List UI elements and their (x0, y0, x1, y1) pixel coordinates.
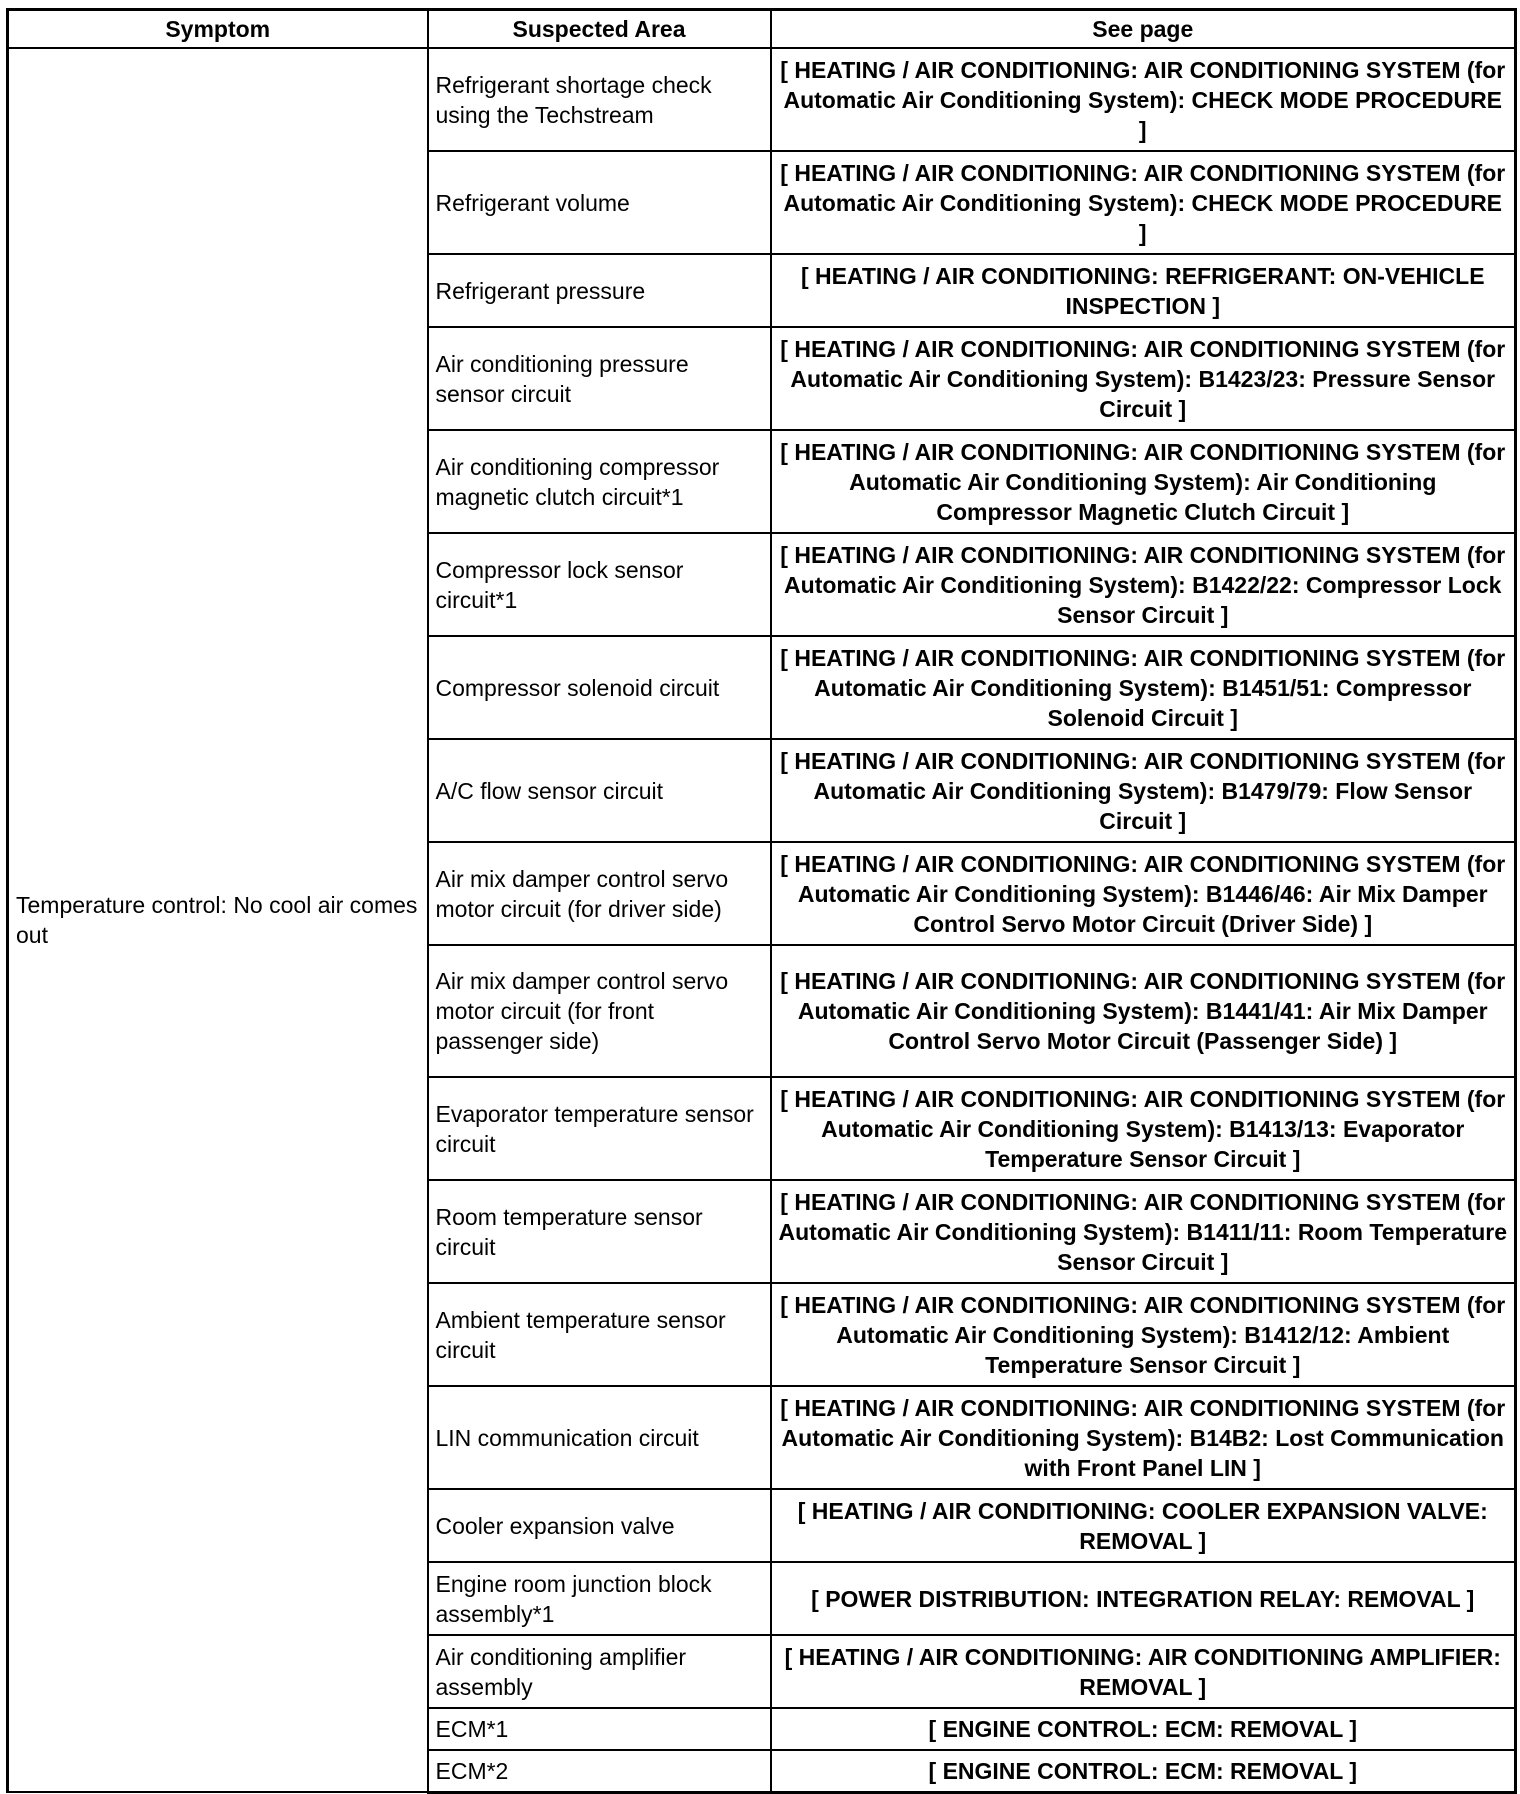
suspected-area-cell: Compressor lock sensor circuit*1 (428, 533, 771, 636)
header-see-page: See page (771, 10, 1516, 49)
suspected-area-cell: Air conditioning compressor magnetic clutch circuit*1 (428, 430, 771, 533)
see-page-cell: [ HEATING / AIR CONDITIONING: AIR CONDITIONING SYSTEM (for Automatic Air Conditioning System): B1411/11: Room Temperature Sensor Circuit ] (771, 1180, 1516, 1283)
see-page-cell: [ HEATING / AIR CONDITIONING: AIR CONDITIONING SYSTEM (for Automatic Air Conditioning System): B1422/22: Compressor Lock Sensor Circuit ] (771, 533, 1516, 636)
see-page-cell: [ HEATING / AIR CONDITIONING: AIR CONDITIONING SYSTEM (for Automatic Air Conditioning System): Air Conditioning Compressor Magnetic Clutch Circuit ] (771, 430, 1516, 533)
suspected-area-cell: Refrigerant pressure (428, 254, 771, 327)
header-suspected-area: Suspected Area (428, 10, 771, 49)
see-page-cell: [ HEATING / AIR CONDITIONING: AIR CONDITIONING SYSTEM (for Automatic Air Conditioning System): B14B2: Lost Communication with Front Panel LIN ] (771, 1386, 1516, 1489)
see-page-cell: [ ENGINE CONTROL: ECM: REMOVAL ] (771, 1750, 1516, 1792)
see-page-cell: [ POWER DISTRIBUTION: INTEGRATION RELAY: REMOVAL ] (771, 1562, 1516, 1635)
suspected-area-cell: Refrigerant volume (428, 151, 771, 254)
suspected-area-cell: ECM*1 (428, 1708, 771, 1750)
header-symptom: Symptom (8, 10, 428, 49)
see-page-cell: [ HEATING / AIR CONDITIONING: AIR CONDITIONING SYSTEM (for Automatic Air Conditioning System): B1441/41: Air Mix Damper Control Servo Motor Circuit (Passenger Side) ] (771, 945, 1516, 1077)
suspected-area-cell: Air mix damper control servo motor circuit (for front passenger side) (428, 945, 771, 1077)
suspected-area-cell: A/C flow sensor circuit (428, 739, 771, 842)
suspected-area-cell: Engine room junction block assembly*1 (428, 1562, 771, 1635)
see-page-cell: [ HEATING / AIR CONDITIONING: AIR CONDITIONING SYSTEM (for Automatic Air Conditioning System): B1451/51: Compressor Solenoid Circuit ] (771, 636, 1516, 739)
suspected-area-cell: Air conditioning pressure sensor circuit (428, 327, 771, 430)
suspected-area-cell: Air conditioning amplifier assembly (428, 1635, 771, 1708)
see-page-cell: [ HEATING / AIR CONDITIONING: REFRIGERANT: ON-VEHICLE INSPECTION ] (771, 254, 1516, 327)
see-page-cell: [ HEATING / AIR CONDITIONING: AIR CONDITIONING SYSTEM (for Automatic Air Conditioning System): B1479/79: Flow Sensor Circuit ] (771, 739, 1516, 842)
see-page-cell: [ HEATING / AIR CONDITIONING: COOLER EXPANSION VALVE: REMOVAL ] (771, 1489, 1516, 1562)
suspected-area-cell: Ambient temperature sensor circuit (428, 1283, 771, 1386)
symptom-table (6, 8, 1517, 1794)
suspected-area-cell: Refrigerant shortage check using the Techstream (428, 48, 771, 151)
see-page-cell: [ HEATING / AIR CONDITIONING: AIR CONDITIONING AMPLIFIER: REMOVAL ] (771, 1635, 1516, 1708)
see-page-cell: [ HEATING / AIR CONDITIONING: AIR CONDITIONING SYSTEM (for Automatic Air Conditioning System): B1412/12: Ambient Temperature Sensor Circuit ] (771, 1283, 1516, 1386)
suspected-area-cell: Compressor solenoid circuit (428, 636, 771, 739)
suspected-area-cell: Air mix damper control servo motor circuit (for driver side) (428, 842, 771, 945)
see-page-cell: [ HEATING / AIR CONDITIONING: AIR CONDITIONING SYSTEM (for Automatic Air Conditioning System): B1423/23: Pressure Sensor Circuit ] (771, 327, 1516, 430)
suspected-area-cell: LIN communication circuit (428, 1386, 771, 1489)
suspected-area-cell: Cooler expansion valve (428, 1489, 771, 1562)
see-page-cell: [ HEATING / AIR CONDITIONING: AIR CONDITIONING SYSTEM (for Automatic Air Conditioning System): CHECK MODE PROCEDURE ] (771, 48, 1516, 151)
suspected-area-cell: Room temperature sensor circuit (428, 1180, 771, 1283)
table-header-row (8, 10, 1516, 49)
see-page-cell: [ HEATING / AIR CONDITIONING: AIR CONDITIONING SYSTEM (for Automatic Air Conditioning System): B1446/46: Air Mix Damper Control Servo Motor Circuit (Driver Side) ] (771, 842, 1516, 945)
see-page-cell: [ HEATING / AIR CONDITIONING: AIR CONDITIONING SYSTEM (for Automatic Air Conditioning System): B1413/13: Evaporator Temperature Sensor Circuit ] (771, 1077, 1516, 1180)
document-page (6, 8, 1517, 1794)
symptom-cell: Temperature control: No cool air comes out (8, 48, 428, 1792)
table-row (8, 48, 1516, 151)
suspected-area-cell: Evaporator temperature sensor circuit (428, 1077, 771, 1180)
suspected-area-cell: ECM*2 (428, 1750, 771, 1792)
see-page-cell: [ HEATING / AIR CONDITIONING: AIR CONDITIONING SYSTEM (for Automatic Air Conditioning System): CHECK MODE PROCEDURE ] (771, 151, 1516, 254)
see-page-cell: [ ENGINE CONTROL: ECM: REMOVAL ] (771, 1708, 1516, 1750)
